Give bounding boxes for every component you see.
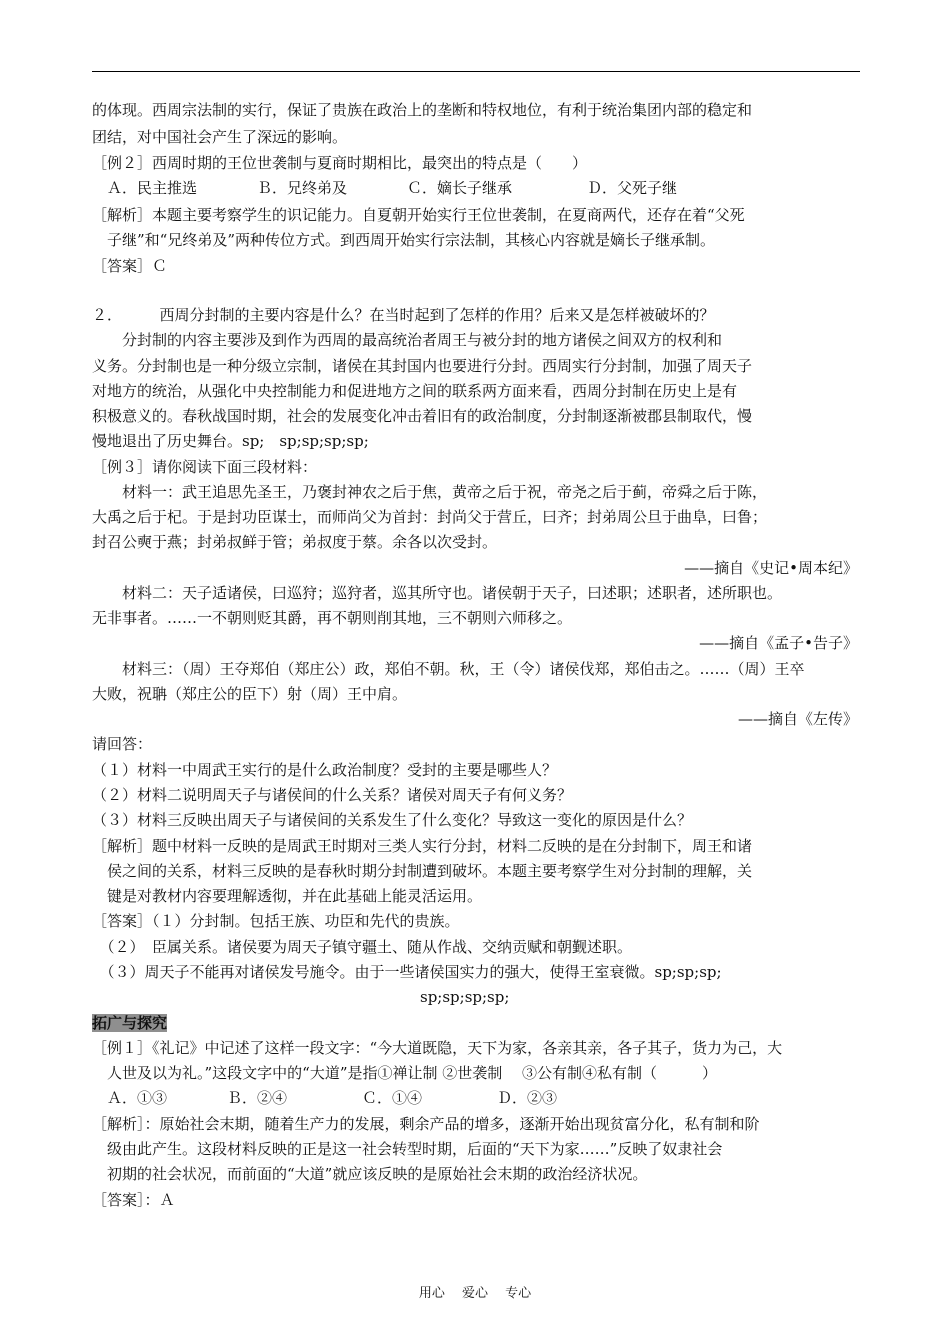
example-3-analysis: 侯之间的关系，材料三反映的是春秋时期分封制遭到破坏。本题主要考察学生对分封制的理解，关 bbox=[92, 862, 753, 880]
material-1: 封召公奭于燕；封弟叔鲜于管；弟叔度于蔡。余各以次受封。 bbox=[92, 533, 498, 551]
material-1: 大禹之后于杞。于是封功臣谋士，而师尚父为首封：封尚父于营丘，曰齐；封弟周公旦于曲阜，曰鲁； bbox=[92, 508, 768, 526]
example-1-analysis: 初期的社会状况，而前面的“大道”就应该反映的是原始社会末期的政治经济状况。 bbox=[92, 1165, 648, 1183]
question-3: （３）材料三反映出周天子与诸侯间的关系发生了什么变化？导致这一变化的原因是什么？ bbox=[92, 811, 693, 829]
source-citation: ——摘自《史记•周本纪》 bbox=[684, 559, 858, 577]
page-footer: 用心 爱心 专心 bbox=[418, 1286, 532, 1301]
source-citation: ——摘自《左传》 bbox=[737, 710, 858, 728]
question-1: （１）材料一中周武王实行的是什么政治制度？受封的主要是哪些人？ bbox=[92, 761, 558, 779]
text-line: 团结，对中国社会产生了深远的影响。 bbox=[92, 128, 348, 146]
material-1: 材料一：武王追思先圣王，乃褒封神农之后于焦，黄帝之后于祝，帝尧之后于蓟，帝舜之后于陈， bbox=[92, 483, 768, 501]
example-2-options: Ａ．民主推选 Ｂ．兄终弟及 Ｃ．嫡长子继承 Ｄ．父死子继 bbox=[92, 179, 678, 197]
material-2: 材料二：天子适诸侯，曰巡狩；巡狩者，巡其所守也。诸侯朝于天子，曰述职；述职者，述所职也。 bbox=[92, 584, 783, 602]
text-line: 积极意义的。春秋战国时期，社会的发展变化冲击着旧有的政治制度，分封制逐渐被郡县制取代，慢 bbox=[92, 407, 753, 425]
example-3-analysis: ［解析］题中材料一反映的是周武王时期对三类人实行分封，材料二反映的是在分封制下，周王和诸 bbox=[92, 837, 753, 855]
text-line: 对地方的统治，从强化中央控制能力和促进地方之间的联系两方面来看，西周分封制在历史上是有 bbox=[92, 382, 738, 400]
section-2-question: ２． 西周分封制的主要内容是什么？在当时起到了怎样的作用？后来又是怎样被破坏的？ bbox=[92, 306, 715, 324]
example-3-heading: ［例３］请你阅读下面三段材料： bbox=[92, 458, 318, 476]
text-line: 的体现。西周宗法制的实行，保证了贵族在政治上的垄断和特权地位，有利于统治集团内部的稳定和 bbox=[92, 101, 753, 119]
section-heading: 拓广与探究 bbox=[92, 1014, 168, 1032]
text-line: 慢地退出了历史舞台。sp; sp;sp;sp;sp; bbox=[92, 432, 369, 450]
header-rule bbox=[92, 71, 860, 72]
source-citation: ——摘自《孟子•告子》 bbox=[699, 634, 858, 652]
example-2-question: ［例２］西周时期的王位世袭制与夏商时期相比，最突出的特点是（ ） bbox=[92, 154, 588, 172]
example-3-answer: （３）周天子不能再对诸侯发号施令。由于一些诸侯国实力的强大，使得王室衰微。sp;sp;sp; bbox=[92, 963, 722, 981]
example-1-question: 人世及以为礼。”这段文字中的“大道”是指①禅让制 ②世袭制 ③公有制④私有制（ ） bbox=[92, 1064, 718, 1082]
example-2-analysis: ［解析］本题主要考察学生的识记能力。自夏朝开始实行王位世袭制，在夏商两代，还存在着“父死 bbox=[92, 206, 745, 224]
text-line: 分封制的内容主要涉及到作为西周的最高统治者周王与被分封的地方诸侯之间双方的权利和 bbox=[92, 331, 723, 349]
material-2: 无非事者。……一不朝则贬其爵，再不朝则削其地，三不朝则六师移之。 bbox=[92, 609, 573, 627]
question-prompt: 请回答： bbox=[92, 735, 153, 753]
example-3-answer: ［答案］（１）分封制。包括王族、功臣和先代的贵族。 bbox=[92, 912, 460, 930]
example-1-analysis: ［解析］：原始社会末期，随着生产力的发展，剩余产品的增多，逐渐开始出现贫富分化，私有制和阶 bbox=[92, 1115, 760, 1133]
material-3: 大败，祝聃（郑庄公的臣下）射（周）王中肩。 bbox=[92, 685, 408, 703]
question-2: （２）材料二说明周天子与诸侯间的什么关系？诸侯对周天子有何义务？ bbox=[92, 786, 573, 804]
example-1-question: ［例１］《礼记》中记述了这样一段文字：“今大道既隐，天下为家，各亲其亲，各子其子，货力为己，大 bbox=[92, 1039, 783, 1057]
example-2-answer: ［答案］Ｃ bbox=[92, 257, 168, 275]
text-line: sp;sp;sp;sp; bbox=[420, 988, 510, 1006]
example-1-answer: ［答案］：Ａ bbox=[92, 1191, 175, 1209]
example-2-analysis: 子继”和“兄终弟及”两种传位方式。到西周开始实行宗法制，其核心内容就是嫡长子继承制。 bbox=[92, 231, 716, 249]
example-3-analysis: 键是对教材内容要理解透彻，并在此基础上能灵活运用。 bbox=[92, 887, 483, 905]
example-3-answer: （２） 臣属关系。诸侯要为周天子镇守疆土、随从作战、交纳贡赋和朝觐述职。 bbox=[92, 938, 633, 956]
example-1-analysis: 级由此产生。这段材料反映的正是这一社会转型时期，后面的“天下为家……”反映了奴隶社会 bbox=[92, 1140, 723, 1158]
material-3: 材料三：（周）王夺郑伯（郑庄公）政，郑伯不朝。秋，王（令）诸侯伐郑，郑伯击之。……（周）王卒 bbox=[92, 660, 805, 678]
example-1-options: Ａ．①③ Ｂ．②④ Ｃ．①④ Ｄ．②③ bbox=[92, 1089, 558, 1107]
text-line: 义务。分封制也是一种分级立宗制，诸侯在其封国内也要进行分封。西周实行分封制，加强了周天子 bbox=[92, 357, 753, 375]
